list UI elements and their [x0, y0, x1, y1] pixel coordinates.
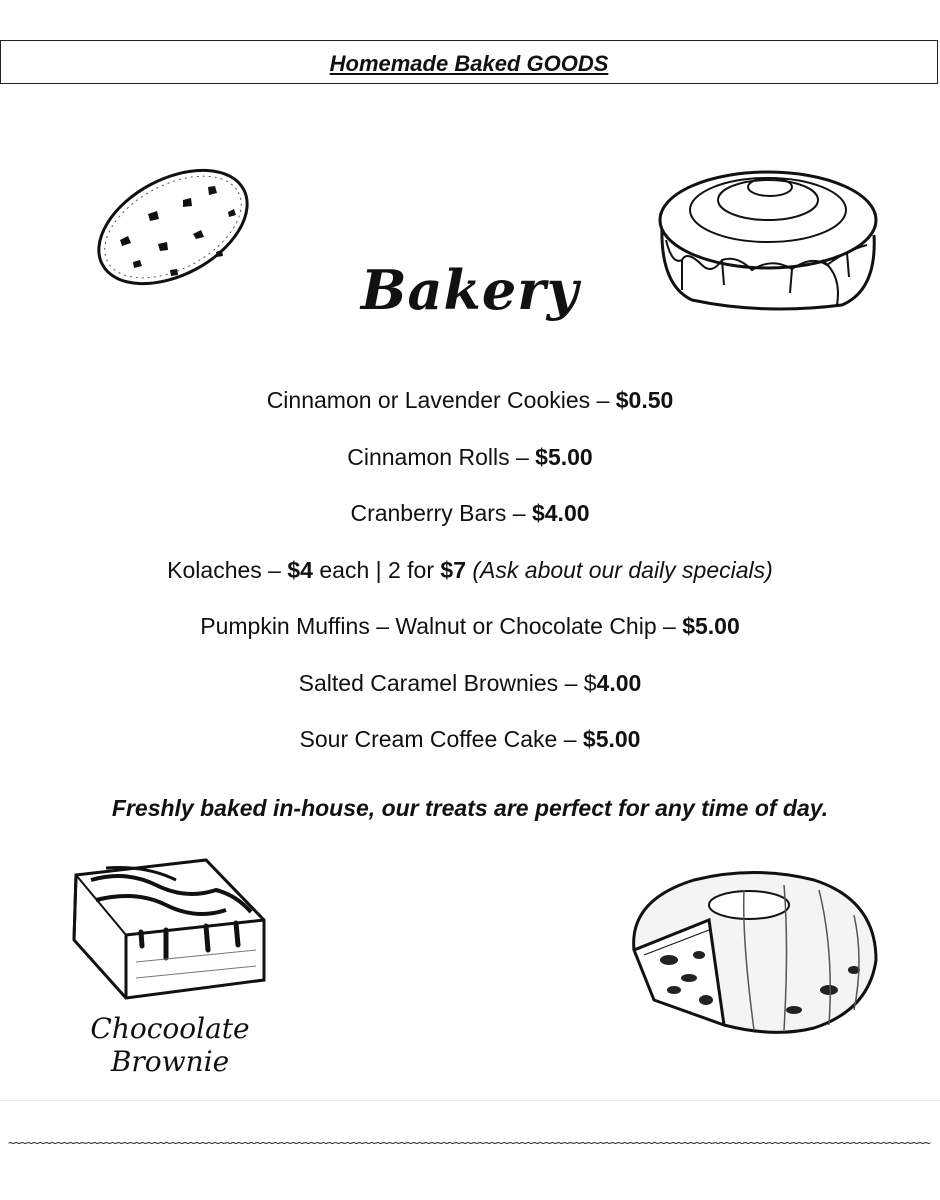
brownie-icon: [66, 850, 272, 1002]
menu-list: [0, 382, 940, 778]
menu-item: Cinnamon or Lavender Cookies – $0.50: [266, 387, 674, 413]
menu-item: Cinnamon Rolls – $5.00: [347, 443, 593, 470]
horizontal-rule: [0, 1100, 940, 1101]
brownie-caption: Chocoolate Brownie: [90, 1012, 250, 1078]
menu-item: Cranberry Bars – $4.00: [350, 500, 590, 526]
tilde-divider: ~~~~~~~~~~~~~~~~~~~~~~~~~~~~~~~~~~~~~~~~~~~~~~~~~~~~~~~~~~~~~~~~~~~~~~~~~~~~~~~~~~~~~~~~~~~~~~~~~~~~~~~~~~~~~~~~~~~~~~~~~~~~~~~~~~~~~~~~~~~~~~~~~~~~~~~~~: [8, 1136, 930, 1150]
tagline: Freshly baked in-house, our treats are perfect for any time of day.: [111, 795, 829, 821]
menu-item: Salted Caramel Brownies – $4.00: [298, 669, 642, 696]
bakery-title: Bakery: [360, 258, 580, 322]
header-bar: [0, 40, 938, 84]
header-title: Homemade Baked GOODS: [329, 51, 609, 76]
bundt-cake-icon: [614, 860, 886, 1040]
menu-item: Kolaches – $4 each | 2 for $7 (Ask about our daily specials): [167, 556, 773, 583]
menu-item: Sour Cream Coffee Cake – $5.00: [299, 726, 641, 752]
menu-item: Pumpkin Muffins – Walnut or Chocolate Chip – $5.00: [200, 613, 740, 639]
